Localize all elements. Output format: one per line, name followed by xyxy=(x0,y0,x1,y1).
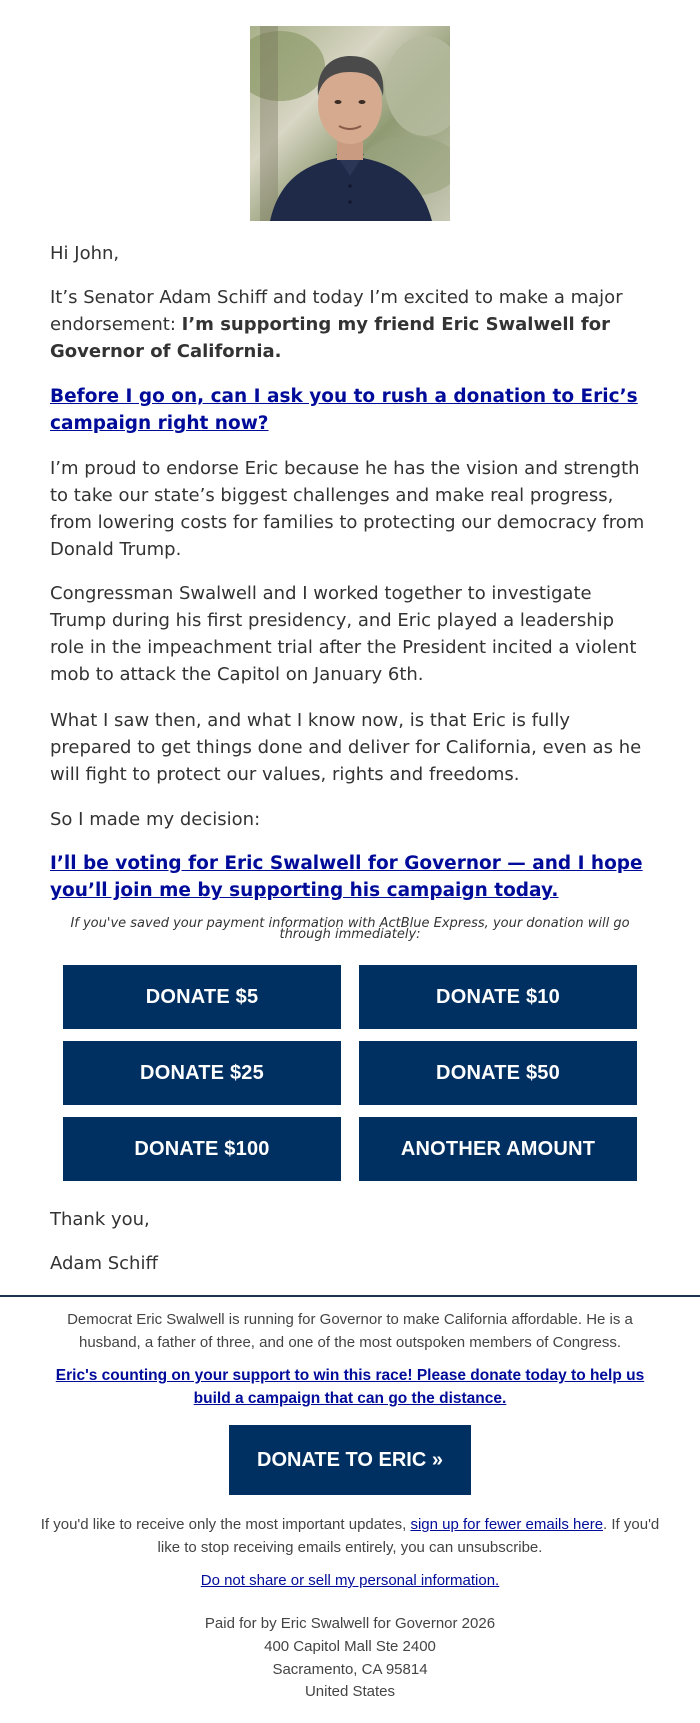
address-line-2: Sacramento, CA 95814 xyxy=(272,1661,428,1678)
rush-donation-link[interactable]: Before I go on, can I ask you to rush a donation to Eric’s campaign right now? xyxy=(50,386,638,434)
intro-bold: I’m supporting my friend Eric Swalwell for Governor of California. xyxy=(50,314,610,362)
do-not-sell-link[interactable]: Do not share or sell my personal information. xyxy=(200,1572,500,1589)
footer-divider xyxy=(0,1295,700,1297)
greeting: Hi John, xyxy=(50,243,120,264)
email-preferences xyxy=(40,1513,660,1559)
donate-to-eric-button[interactable]: DONATE TO ERIC » xyxy=(229,1425,471,1495)
paid-for-line: Paid for by Eric Swalwell for Governor 2026 xyxy=(204,1615,496,1632)
endorse-paragraph: I’m proud to endorse Eric because he has the vision and strength to take our state’s biggest challenges and make real progress, from lowering costs for families to protecting our democracy from Donald Trump. xyxy=(50,458,645,560)
donate-100-button[interactable]: DONATE $100 xyxy=(63,1117,341,1181)
donate-25-button[interactable]: DONATE $25 xyxy=(63,1041,341,1105)
signature: Adam Schiff xyxy=(50,1253,158,1274)
actblue-express-note: If you've saved your payment information with ActBlue Express, your donation will go through immediately: xyxy=(70,916,630,942)
privacy-line xyxy=(40,1569,660,1592)
intro-paragraph xyxy=(50,284,650,365)
vote-paragraph xyxy=(50,850,650,904)
intro-text: It’s Senator Adam Schiff and today I’m excited to make a major endorsement: xyxy=(50,287,623,335)
address-country: United States xyxy=(304,1683,396,1700)
candidate-bio: Democrat Eric Swalwell is running for Governor to make California affordable. He is a husband, a father of three, and one of the most outspoken members of Congress. xyxy=(67,1311,633,1351)
footer-donate-link[interactable]: Eric's counting on your support to win this race! Please donate today to help us build a campaign that can go the distance. xyxy=(55,1367,645,1407)
donate-5-button[interactable]: DONATE $5 xyxy=(63,965,341,1029)
donate-other-amount-button[interactable]: ANOTHER AMOUNT xyxy=(359,1117,637,1181)
history-paragraph: Congressman Swalwell and I worked together to investigate Trump during his first presidency, and Eric played a leadership role in the impeachment trial after the President incited a violent mob to attack the Capitol on January 6th. xyxy=(50,583,637,685)
thank-you-line: Thank you, xyxy=(50,1209,150,1230)
address-line-1: 400 Capitol Mall Ste 2400 xyxy=(264,1638,436,1655)
donate-10-button[interactable]: DONATE $10 xyxy=(359,965,637,1029)
ask-donation-paragraph xyxy=(50,383,650,437)
prepared-paragraph: What I saw then, and what I know now, is that Eric is fully prepared to get things done and deliver for California, even as he will fight to protect our values, rights and freedoms. xyxy=(50,710,642,785)
fewer-emails-link[interactable]: sign up for fewer emails here xyxy=(410,1516,604,1533)
support-campaign-link[interactable]: I’ll be voting for Eric Swalwell for Governor — and I hope you’ll join me by supporting his campaign today. xyxy=(50,853,643,901)
prefs-text-before: If you'd like to receive only the most important updates, xyxy=(40,1516,411,1533)
portrait-photo xyxy=(250,26,450,221)
footer-cta xyxy=(40,1364,660,1410)
decision-line: So I made my decision: xyxy=(50,809,261,830)
donate-50-button[interactable]: DONATE $50 xyxy=(359,1041,637,1105)
prefs-text-after: . If you'd like to stop receiving emails entirely, you can unsubscribe. xyxy=(157,1516,660,1556)
